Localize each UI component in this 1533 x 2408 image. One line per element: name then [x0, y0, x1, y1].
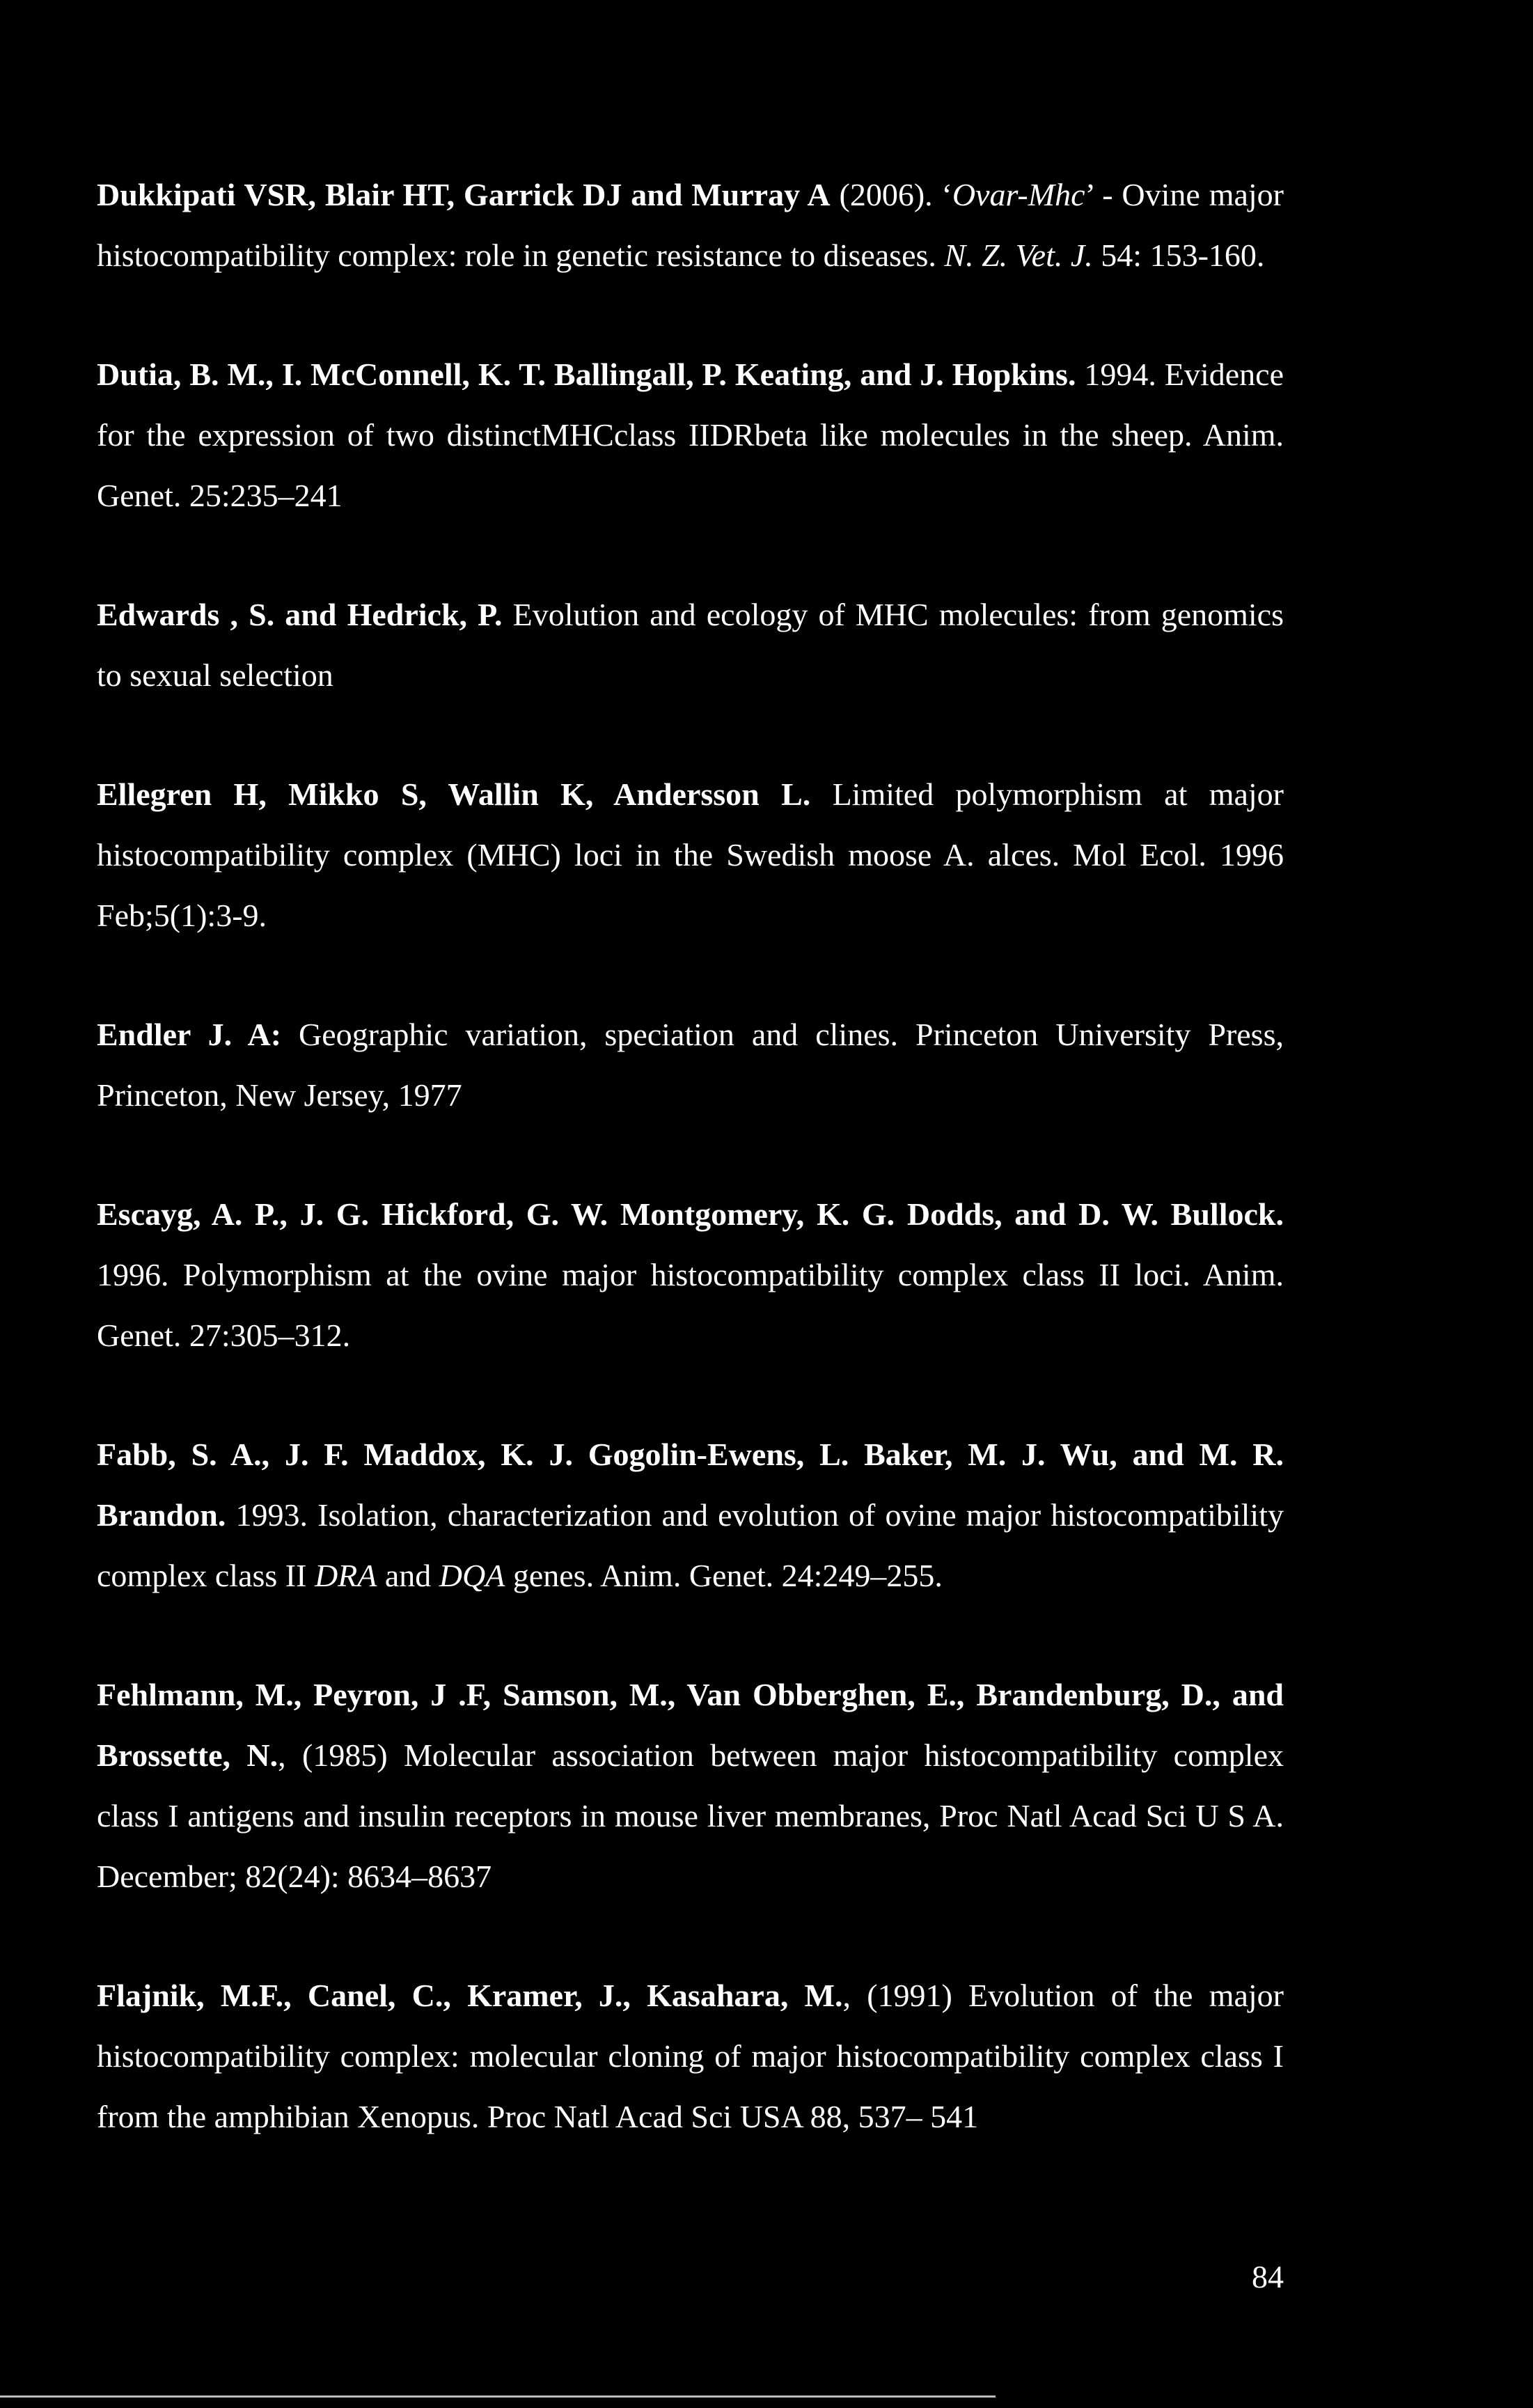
reference-text: Geographic variation, speciation and clines. Princeton University Press, Princeton, New Jersey, 1977 [97, 1017, 1284, 1113]
reference-entry [97, 1965, 1284, 2147]
reference-italic-text: Ovar-Mhc [952, 177, 1085, 212]
reference-text: genes. Anim. Genet. 24:249–255. [505, 1558, 943, 1593]
scan-edge-line [0, 2395, 996, 2398]
reference-authors: Dutia, B. M., I. McConnell, K. T. Ballingall, P. Keating, and J. Hopkins. [97, 357, 1076, 392]
reference-entry [97, 764, 1284, 946]
reference-text: Limited polymorphism at major histocompatibility complex (MHC) loci in the Swedish moose A. alces. Mol Ecol. 1996 Feb;5(1):3-9. [97, 776, 1284, 933]
reference-authors: Edwards , S. and Hedrick, P. [97, 597, 503, 632]
reference-authors: Fehlmann, M., Peyron, J .F, Samson, M., Van Obberghen, E., Brandenburg, D., and Brossette, N. [97, 1677, 1284, 1773]
page-number: 84 [1252, 2259, 1284, 2294]
reference-authors: Ellegren H, Mikko S, Wallin K, Andersson L. [97, 776, 811, 812]
reference-entry [97, 1004, 1284, 1125]
reference-entry [97, 1664, 1284, 1907]
reference-text: 1993. Isolation, characterization and evolution of ovine major histocompatibility complex class II [97, 1497, 1284, 1593]
reference-entry [97, 344, 1284, 526]
reference-text: , (1985) Molecular association between major histocompatibility complex class I antigens and insulin receptors in mouse liver membranes, Proc Natl Acad Sci U S A. December; 82(24): 8634–8637 [97, 1737, 1284, 1894]
reference-entry [97, 584, 1284, 705]
reference-authors: Flajnik, M.F., Canel, C., Kramer, J., Kasahara, M. [97, 1978, 843, 2013]
reference-authors: Escayg, A. P., J. G. Hickford, G. W. Montgomery, K. G. Dodds, and D. W. Bullock. [97, 1196, 1284, 1232]
reference-list [97, 164, 1284, 2205]
reference-entry [97, 1424, 1284, 1606]
reference-text: 1996. Polymorphism at the ovine major histocompatibility complex class II loci. Anim. Genet. 27:305–312. [97, 1257, 1284, 1353]
reference-text: , (1991) Evolution of the major histocompatibility complex: molecular cloning of major histocompatibility complex class I from the amphibian Xenopus. Proc Natl Acad Sci USA 88, 537– 541 [97, 1978, 1284, 2134]
reference-text: ’ - Ovine major histocompatibility complex: role in genetic resistance to diseases. [97, 177, 1284, 273]
reference-italic-text: DRA [314, 1558, 377, 1593]
reference-entry [97, 1184, 1284, 1366]
reference-entry [97, 164, 1284, 286]
reference-authors: Fabb, S. A., J. F. Maddox, K. J. Gogolin-Ewens, L. Baker, M. J. Wu, and M. R. Brandon. [97, 1437, 1284, 1533]
reference-authors: Dukkipati VSR, Blair HT, Garrick DJ and Murray A [97, 177, 831, 212]
reference-text: and [377, 1558, 439, 1593]
reference-italic-text: DQA [439, 1558, 505, 1593]
reference-authors: Endler J. A: [97, 1017, 282, 1052]
reference-text: (2006). ‘ [830, 177, 952, 212]
reference-text: 54: 153-160. [1092, 237, 1265, 273]
reference-text: 1994. Evidence for the expression of two distinctMHCclass IIDRbeta like molecules in the sheep. Anim. Genet. 25:235–241 [97, 357, 1284, 513]
reference-italic-text: N. Z. Vet. J. [944, 237, 1093, 273]
reference-text: Evolution and ecology of MHC molecules: from genomics to sexual selection [97, 597, 1284, 693]
